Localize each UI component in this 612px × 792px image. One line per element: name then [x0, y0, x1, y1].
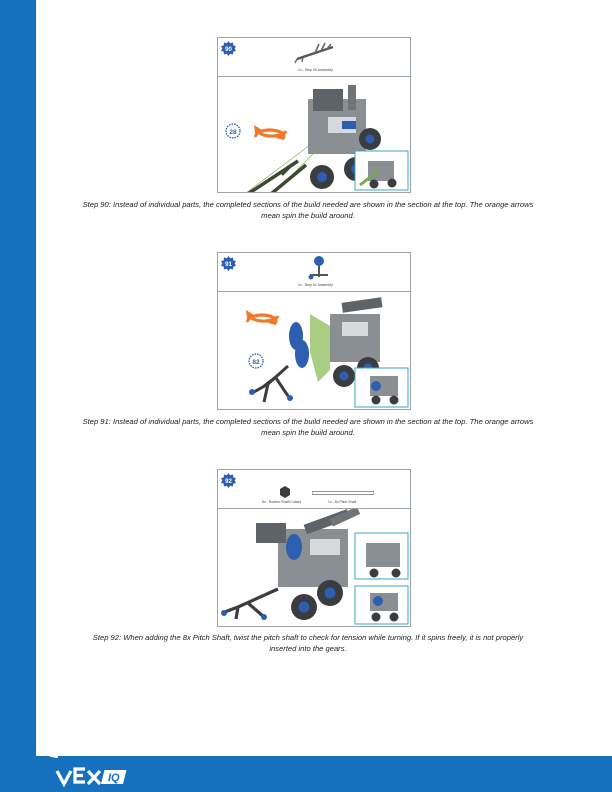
- step-90-part-label: 1x - Step 90 Assembly: [298, 68, 333, 72]
- vex-iq-logo: [55, 764, 155, 788]
- svg-text:91: 91: [225, 260, 232, 268]
- footer-corner-curve: [36, 736, 58, 758]
- step-90-caption: Step 90: Instead of individual parts, the completed sections of the build needed are shown in the section at the top. The orange arrows mean spin the build around.: [82, 200, 534, 220]
- step-91-parts-box: [218, 253, 410, 292]
- step-number-badge: [221, 41, 236, 56]
- step-91-sub-step-number: 82: [252, 358, 260, 366]
- pitch-shaft-part: [312, 491, 374, 495]
- step-90-sub-step-number: 28: [229, 128, 237, 136]
- step-91-caption: Step 91: Instead of individual parts, the completed sections of the build needed are shown in the section at the top. The orange arrows mean spin the build around.: [82, 417, 534, 437]
- step-92-panel: [217, 469, 411, 627]
- step-91-assembly-part: [304, 255, 334, 281]
- step-number-badge: [221, 473, 236, 488]
- step-92-part-label-shaft: 1x - 8x Pitch Shaft: [328, 500, 357, 504]
- step-90-assembly-part: [293, 41, 341, 65]
- step-90-parts-box: [218, 38, 410, 77]
- step-92-parts-box: [218, 470, 410, 509]
- step-91-panel: [217, 252, 411, 410]
- step-90-illustration: [218, 77, 410, 192]
- step-92-illustration: [218, 509, 410, 626]
- step-90-panel: [217, 37, 411, 193]
- step-92-part-label-collars: 8x - Rubber Shaft Collars: [262, 500, 302, 504]
- step-91-part-label: 1x - Step 91 Assembly: [298, 283, 333, 287]
- left-blue-band: [0, 0, 36, 792]
- step-92-caption: Step 92: When adding the 8x Pitch Shaft, twist the pitch shaft to check for tension while turning. If it spins freely, it is not properly inserted into the gears.: [92, 633, 524, 653]
- step-number-badge: [221, 256, 236, 271]
- svg-text:IQ: IQ: [108, 772, 120, 784]
- svg-text:92: 92: [225, 477, 232, 485]
- rubber-shaft-collar-part: [279, 486, 291, 498]
- svg-text:90: 90: [225, 45, 232, 53]
- step-91-illustration: [218, 292, 410, 409]
